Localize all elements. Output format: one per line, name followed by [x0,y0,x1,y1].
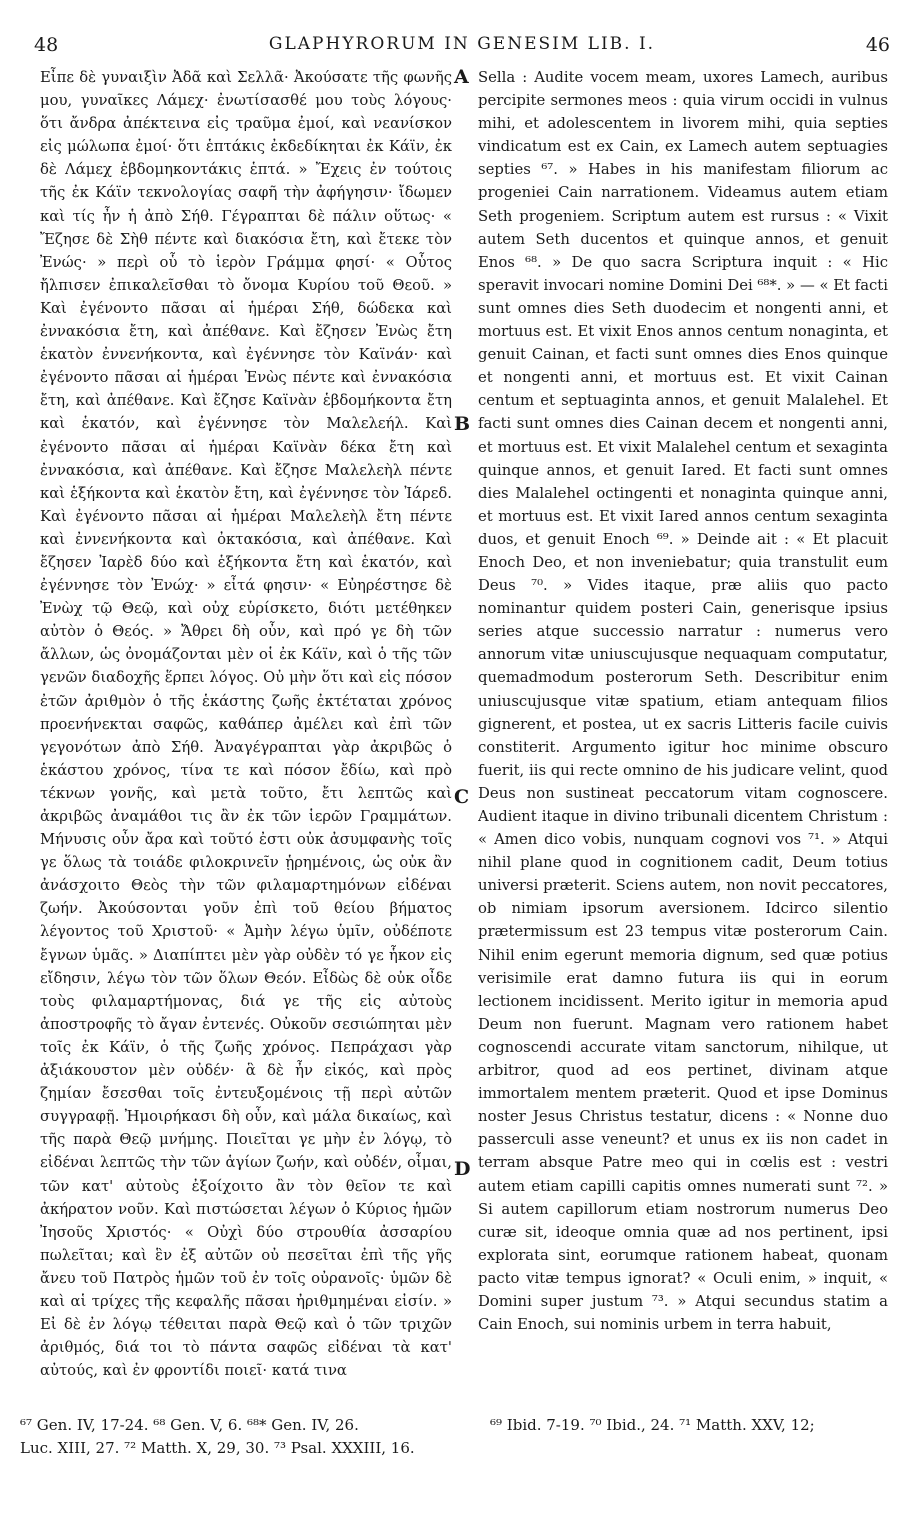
footnote-row-2 [20,1437,900,1460]
latin-text: Sella : Audite vocem meam, uxores Lamech, auribus percipite sermones meos : quia virum occidi in vulnus mihi, et adolescentem in livorem mihi, quia septies vindicatum est ex Cain, ex Lamech autem septuagies septies ⁶⁷. » Habes in his manifestam filiorum ac progeniei Cain narrationem. Videamus autem etiam Seth progeniem. Scriptum autem est rursus : « Vixit autem Seth ducentos et quinque annos, et genuit Enos ⁶⁸. » De quo sacra Scriptura inquit : « Hic speravit invocari nomine Domini Dei ⁶⁸*. » — « Et facti sunt omnes dies Seth duodecim et nongenti anni, et mortuus est. Et vixit Enos annos centum nonaginta, et genuit Cainan, et facti sunt omnes dies Enos quinque et nongenti anni, et mortuus est. Et vixit Cainan centum et septuaginta annos, et genuit Malalehel. Et facti sunt omnes dies Cainan decem et nongenti anni, et mortuus est. Et vixit Malalehel centum et sexaginta quinque annos, et genuit Iared. Et facti sunt omnes dies Malalehel octingenti et nonaginta quinque anni, et mortuus est. Et vixit Iared annos centum sexaginta duos, et genuit Enoch ⁶⁹. » Deinde ait : « Et placuit Enoch Deo, et non inveniebatur; quia transtulit eum Deus ⁷⁰. » Vides itaque, præ aliis quo pacto nominantur quidem posteri Cain, generisque ipsius series atque successio narratur : numerus vero annorum vitæ uniuscujusque nequaquam computatur, quemadmodum posterorum Seth. Describitur enim uniuscujusque vitæ spatium, etiam antequam filios gignerent, et postea, ut ex sacris Litteris facile cuivis constiterit. Argumento igitur hoc minime obscuro fuerit, iis qui recte omnino de his judicare velint, quod Deus non sustineat peccatorum vitam cognoscere. Audient itaque in divino tribunali dicentem Christum : « Amen dico vobis, nunquam cognovi vos ⁷¹. » Atqui nihil plane quod in cognitionem cadit, Deum totius universi præterit. Sciens autem, non novit peccatores, ob nimiam ipsorum aversionem. Idcirco silentio prætermissum est 23 tempus vitæ posterorum Cain. Nihil enim egerunt memoria dignum, sed quæ potius verisimile erat damno futura iis qui in eorum lectionem incidissent. Merito igitur in memoria apud Deum non fuerunt. Magnam vero rationem habet cognoscendi accurate vitam sanctorum, nihilque, ut arbitror, quod ad eos pertinet, divinam atque immortalem mentem præterit. Quod et ipse Dominus noster Jesus Christus testatur, dicens : « Nonne duo passerculi asse veneunt? et unus ex iis non cadet in terram absque Patre meo qui in cœlis est : vestri autem etiam capilli capitis omnes numerati sunt ⁷². » Si autem capillorum etiam nostrorum numerus Deo curæ sit, ideoque omnia quæ ad nos pertinent, ipsi explorata sint, eorumque rationem habeat, quonam pacto vitæ tempus ignorat? « Oculi enim, » inquit, « Domini super justum ⁷³. » Atqui secundus statim a Cain Enoch, sui nominis urbem in terra habuit, [478,69,888,1334]
footnotes [20,1414,900,1460]
page-number-left: 48 [34,34,59,56]
footnote-line-2: Luc. XIII, 27. ⁷² Matth. X, 29, 30. ⁷³ Psal. XXXIII, 16. [20,1439,415,1457]
latin-column [478,66,888,1400]
footnote-row-1 [20,1414,900,1437]
margin-letter-c: C [454,786,470,808]
footnote-line-1-left: ⁶⁷ Gen. IV, 17-24. ⁶⁸ Gen. V, 6. ⁶⁸* Gen. IV, 26. [20,1416,359,1434]
page-number-right: 46 [865,34,890,56]
greek-text: Εἶπε δὲ γυναιξὶν Ἀδᾶ καὶ Σελλᾶ· Ἀκούσατε τῆς φωνῆς μου, γυναῖκες Λάμεχ· ἐνωτίσασθέ μου τοὺς λόγους· ὅτι ἄνδρα ἀπέκτεινα εἰς τραῦμα ἐμοί, καὶ νεανίσκον εἰς μώλωπα ἐμοί· ὅτι ἑπτάκις ἐκδεδίκηται ἐκ Κάϊν, ἐκ δὲ Λάμεχ ἑβδομηκοντάκις ἑπτά. » Ἔχεις ἐν τούτοις τῆς ἐκ Κάϊν τεκνολογίας σαφῆ τὴν ἀφήγησιν· ἴδωμεν καὶ τίς ἦν ἡ ἀπὸ Σήθ. Γέγραπται δὲ πάλιν οὕτως· « Ἔζησε δὲ Σὴθ πέντε καὶ διακόσια ἔτη, καὶ ἔτεκε τὸν Ἐνώς· » περὶ οὗ τὸ ἱερὸν Γράμμα φησί· « Οὗτος ἤλπισεν ἐπικαλεῖσθαι τὸ ὄνομα Κυρίου τοῦ Θεοῦ. » Καὶ ἐγένοντο πᾶσαι αἱ ἡμέραι Σήθ, δώδεκα καὶ ἐννακόσια ἔτη, καὶ ἀπέθανε. Καὶ ἔζησεν Ἐνὼς ἔτη ἑκατὸν ἐννενήκοντα, καὶ ἐγέννησε τὸν Καϊνάν· καὶ ἐγένοντο πᾶσαι αἱ ἡμέραι Ἐνὼς πέντε καὶ ἐννακόσια ἔτη, καὶ ἀπέθανε. Καὶ ἔζησε Καϊνὰν ἑβδομήκοντα ἔτη καὶ ἑκατόν, καὶ ἐγέννησε τὸν Μαλελεήλ. Καὶ ἐγένοντο πᾶσαι αἱ ἡμέραι Καϊνὰν δέκα ἔτη καὶ ἐννακόσια, καὶ ἀπέθανε. Καὶ ἔζησε Μαλελεὴλ πέντε καὶ ἑξήκοντα καὶ ἑκατὸν ἔτη, καὶ ἐγέννησε τὸν Ἰάρεδ. Καὶ ἐγένοντο πᾶσαι αἱ ἡμέραι Μαλελεὴλ ἔτη πέντε καὶ ἐννενήκοντα καὶ ὀκτακόσια, καὶ ἀπέθανε. Καὶ ἔζησεν Ἰαρὲδ δύο καὶ ἑξήκοντα ἔτη καὶ ἑκατόν, καὶ ἐγέννησε τὸν Ἐνώχ· » εἶτά φησιν· « Εὐηρέστησε δὲ Ἐνὼχ τῷ Θεῷ, καὶ οὐχ εὑρίσκετο, διότι μετέθηκεν αὐτὸν ὁ Θεός. » Ἄθρει δὴ οὖν, καὶ πρό γε δὴ τῶν ἄλλων, ὡς ὀνομάζονται μὲν οἱ ἐκ Κάϊν, καὶ ὁ τῆς τῶν γενῶν διαδοχῆς ἕρπει λόγος. Οὐ μὴν ὅτι καὶ εἰς πόσον ἐτῶν ἀριθμὸν ὁ τῆς ἑκάστης ζωῆς ἐκτέταται χρόνος προενήνεκται σαφῶς, καθάπερ ἀμέλει καὶ ἐπὶ τῶν γεγονότων ἀπὸ Σήθ. Ἀναγέγραπται γὰρ ἀκριβῶς ὁ ἑκάστου χρόνος, τίνα τε καὶ πόσον ἔδίω, καὶ πρὸ τέκνων γονῆς, καὶ μετὰ τοῦτο, ἔτι λεπτῶς καὶ ἀκριβῶς ἀναμάθοι τις ἂν ἐκ τῶν ἱερῶν Γραμμάτων. Μήνυσις οὖν ἄρα καὶ τοῦτό ἐστι οὐκ ἀσυμφανὴς τοῖς γε ὅλως τὰ τοιάδε φιλοκρινεῖν ᾑρημένοις, ὡς οὐκ ἂν ἀνάσχοιτο Θεὸς τὴν τῶν φιλαμαρτημόνων εἰδέναι ζωήν. Ἀκούσονται γοῦν ἐπὶ τοῦ θείου βήματος λέγοντος τοῦ Χριστοῦ· « Ἀμὴν λέγω ὑμῖν, οὐδέποτε ἔγνων ὑμᾶς. » Διαπίπτει μὲν γὰρ οὐδὲν τό γε ἧκον εἰς εἴδησιν, λέγω τὸν τῶν ὅλων Θεόν. Εἶδὼς δὲ οὐκ οἶδε τοὺς φιλαμαρτήμονας, διά γε τῆς εἰς αὐτοὺς ἀποστροφῆς τὸ ἄγαν ἐντενές. Οὐκοῦν σεσιώπηται μὲν τοῖς ἐκ Κάϊν, ὁ τῆς ζωῆς χρόνος. Πεπράχασι γὰρ ἀξιάκουστον μὲν οὐδέν· ἃ δὲ ἦν εἰκός, καὶ πρὸς ζημίαν ἔσεσθαι τοῖς ἐντευξομένοις τῇ περὶ αὐτῶν συγγραφῇ. Ἠμοιρήκασι δὴ οὖν, καὶ μάλα δικαίως, καὶ τῆς παρὰ Θεῷ μνήμης. Ποιεῖται γε μὴν ἐν λόγῳ, τὸ εἰδέναι λεπτῶς τὴν τῶν ἁγίων ζωήν, καὶ οὐδέν, οἶμαι, τῶν κατ' αὐτοὺς ἐξοίχοιτο ἂν τὸν θεῖον τε καὶ ἀκήρατον νοῦν. Καὶ πιστώσεται λέγων ὁ Κύριος ἡμῶν Ἰησοῦς Χριστός· « Οὐχὶ δύο στρουθία ἀσσαρίου πωλεῖται; καὶ ἓν ἐξ αὐτῶν οὐ πεσεῖται ἐπὶ τῆς γῆς ἄνευ τοῦ Πατρὸς ἡμῶν τοῦ ἐν τοῖς οὐρανοῖς· ὑμῶν δὲ καὶ αἱ τρίχες τῆς κεφαλῆς πᾶσαι ἠριθμημέναι εἰσίν. » Εἰ δὲ ἐν λόγῳ τέθειται παρὰ Θεῷ καὶ ὁ τῶν τριχῶν ἀριθμός, διά τοι τὸ πάντα σαφῶς εἰδέναι τὰ κατ' αὐτούς, καὶ ἐν φροντίδι ποιεῖ· κατά τινα [40,69,452,1380]
margin-letter-b: B [454,413,471,435]
page-header [30,34,894,58]
margin-letter-a: A [454,66,469,88]
greek-column [40,66,452,1400]
footnote-line-1-right: ⁶⁹ Ibid. 7-19. ⁷⁰ Ibid., 24. ⁷¹ Matth. XXV, 12; [490,1416,815,1434]
margin-letter-d: D [454,1158,471,1180]
running-title: GLAPHYRORUM IN GENESIM LIB. I. [268,34,656,54]
